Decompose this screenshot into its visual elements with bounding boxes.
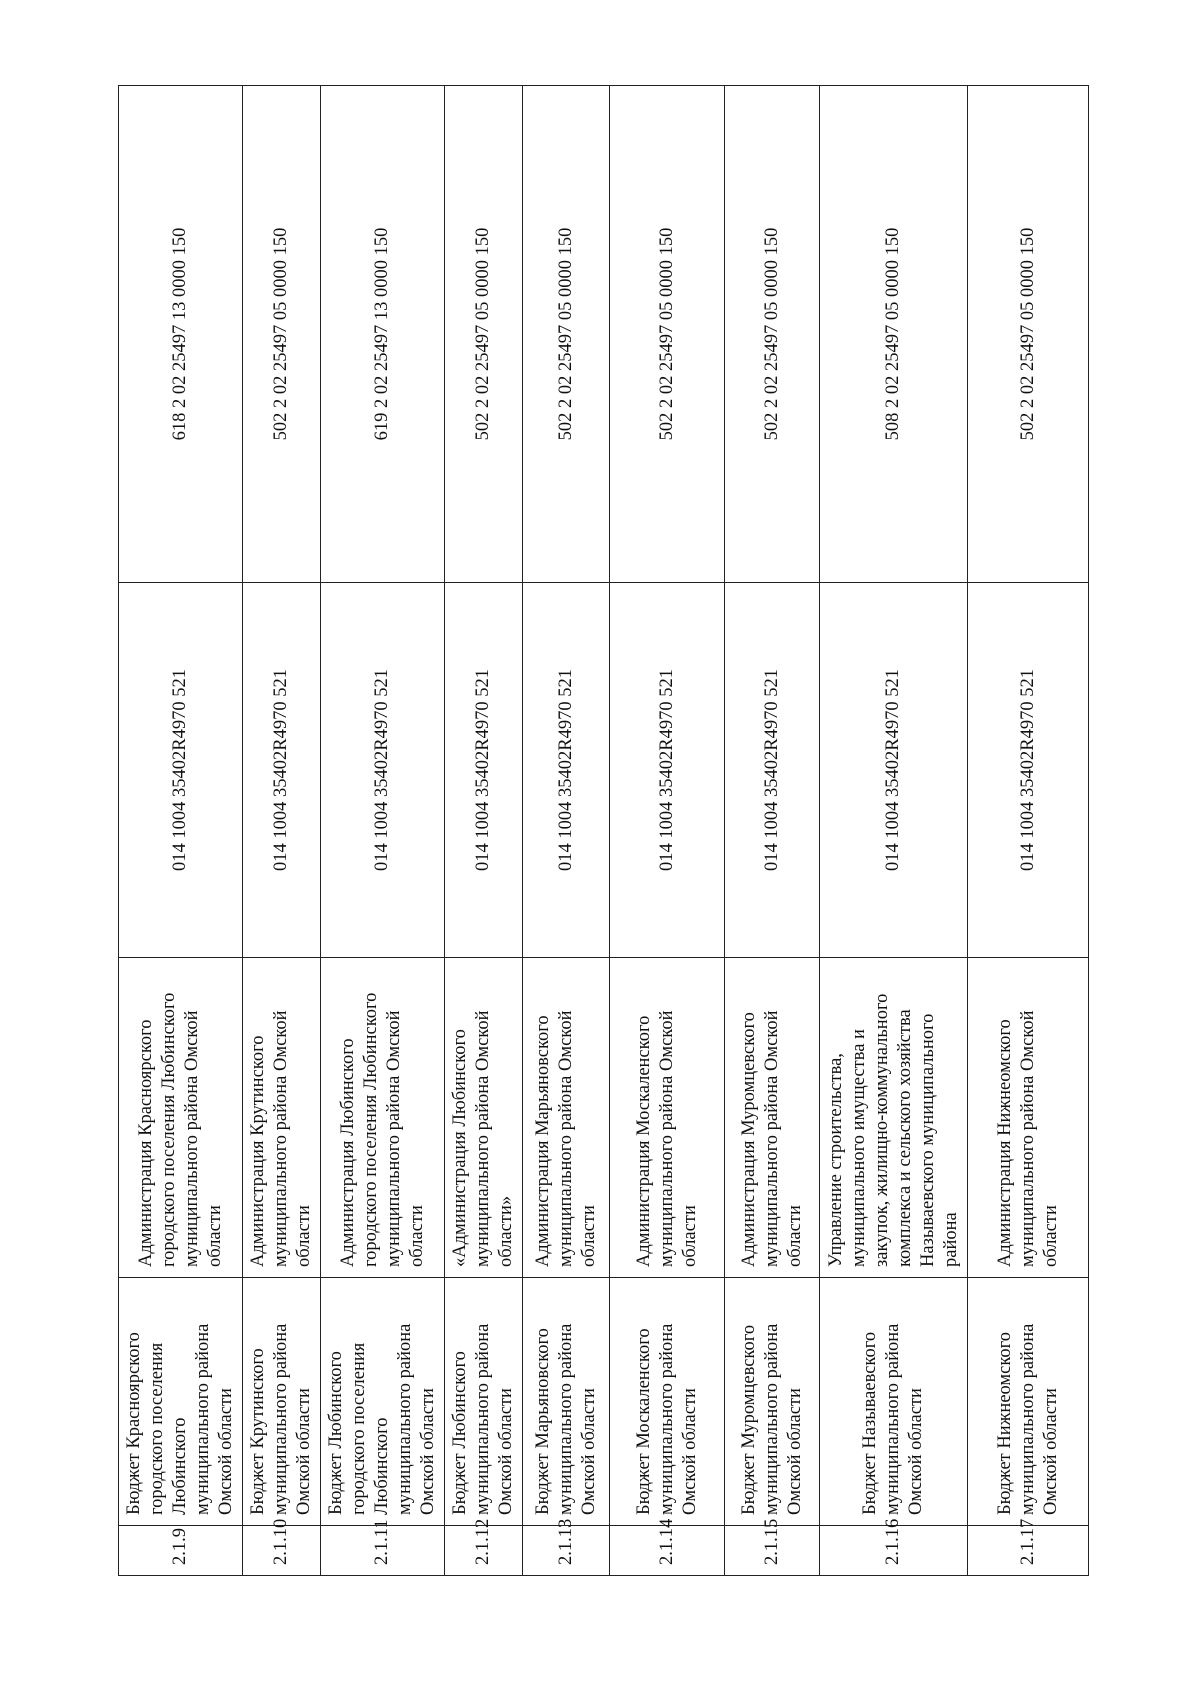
table-row bbox=[119, 86, 243, 1576]
expense-code: 014 1004 35402R4970 521 bbox=[820, 583, 968, 958]
budget-name: Бюджет Крутинского муниципального района Омской области bbox=[243, 1278, 321, 1526]
administrator-name: Администрация Красноярского городского поселения Любинского муниципального района Омской области bbox=[119, 958, 243, 1278]
budget-name: Бюджет Красноярского городского поселения Любинского муниципального района Омской области bbox=[119, 1278, 243, 1526]
expense-code: 014 1004 35402R4970 521 bbox=[725, 583, 820, 958]
row-number: 2.1.13 bbox=[523, 1526, 610, 1576]
table-row bbox=[445, 86, 523, 1576]
expense-code: 014 1004 35402R4970 521 bbox=[243, 583, 321, 958]
table-row bbox=[243, 86, 321, 1576]
revenue-code: 502 2 02 25497 05 0000 150 bbox=[610, 86, 725, 583]
revenue-code: 502 2 02 25497 05 0000 150 bbox=[243, 86, 321, 583]
administrator-name: «Администрация Любинского муниципального района Омской области» bbox=[445, 958, 523, 1278]
administrator-name: Администрация Муромцевского муниципального района Омской области bbox=[725, 958, 820, 1278]
row-number: 2.1.17 bbox=[968, 1526, 1089, 1576]
expense-code: 014 1004 35402R4970 521 bbox=[968, 583, 1089, 958]
table-row bbox=[523, 86, 610, 1576]
budget-name: Бюджет Любинского муниципального района Омской области bbox=[445, 1278, 523, 1526]
administrator-name: Администрация Марьяновского муниципального района Омской области bbox=[523, 958, 610, 1278]
budget-name: Бюджет Нижнеомского муниципального района Омской области bbox=[968, 1278, 1089, 1526]
expense-code: 014 1004 35402R4970 521 bbox=[445, 583, 523, 958]
revenue-code: 619 2 02 25497 13 0000 150 bbox=[321, 86, 445, 583]
administrator-name: Администрация Нижнеомского муниципального района Омской области bbox=[968, 958, 1089, 1278]
table-row bbox=[610, 86, 725, 1576]
budget-name: Бюджет Любинского городского поселения Любинского муниципального района Омской области bbox=[321, 1278, 445, 1526]
row-number: 2.1.14 bbox=[610, 1526, 725, 1576]
administrator-name: Администрация Москаленского муниципального района Омской области bbox=[610, 958, 725, 1278]
revenue-code: 618 2 02 25497 13 0000 150 bbox=[119, 86, 243, 583]
budget-name: Бюджет Москаленского муниципального района Омской области bbox=[610, 1278, 725, 1526]
revenue-code: 502 2 02 25497 05 0000 150 bbox=[445, 86, 523, 583]
table-row bbox=[725, 86, 820, 1576]
expense-code: 014 1004 35402R4970 521 bbox=[523, 583, 610, 958]
expense-code: 014 1004 35402R4970 521 bbox=[119, 583, 243, 958]
revenue-code: 502 2 02 25497 05 0000 150 bbox=[523, 86, 610, 583]
table-row bbox=[968, 86, 1089, 1576]
row-number: 2.1.12 bbox=[445, 1526, 523, 1576]
administrator-name: Управление строительства, муниципального имущества и закупок, жилищно-коммунального комплекса и сельского хозяйства Называевского муниципального района bbox=[820, 958, 968, 1278]
table-row bbox=[820, 86, 968, 1576]
revenue-code: 508 2 02 25497 05 0000 150 bbox=[820, 86, 968, 583]
table-row bbox=[321, 86, 445, 1576]
row-number: 2.1.15 bbox=[725, 1526, 820, 1576]
row-number: 2.1.9 bbox=[119, 1526, 243, 1576]
row-number: 2.1.10 bbox=[243, 1526, 321, 1576]
expense-code: 014 1004 35402R4970 521 bbox=[610, 583, 725, 958]
revenue-code: 502 2 02 25497 05 0000 150 bbox=[725, 86, 820, 583]
budget-name: Бюджет Марьяновского муниципального района Омской области bbox=[523, 1278, 610, 1526]
row-number: 2.1.16 bbox=[820, 1526, 968, 1576]
rotated-page bbox=[118, 86, 1063, 1576]
budget-name: Бюджет Муромцевского муниципального района Омской области bbox=[725, 1278, 820, 1526]
expense-code: 014 1004 35402R4970 521 bbox=[321, 583, 445, 958]
administrator-name: Администрация Любинского городского поселения Любинского муниципального района Омской области bbox=[321, 958, 445, 1278]
revenue-code: 502 2 02 25497 05 0000 150 bbox=[968, 86, 1089, 583]
row-number: 2.1.11 bbox=[321, 1526, 445, 1576]
budget-table bbox=[118, 85, 1089, 1576]
administrator-name: Администрация Крутинского муниципального района Омской области bbox=[243, 958, 321, 1278]
budget-name: Бюджет Называевского муниципального района Омской области bbox=[820, 1278, 968, 1526]
